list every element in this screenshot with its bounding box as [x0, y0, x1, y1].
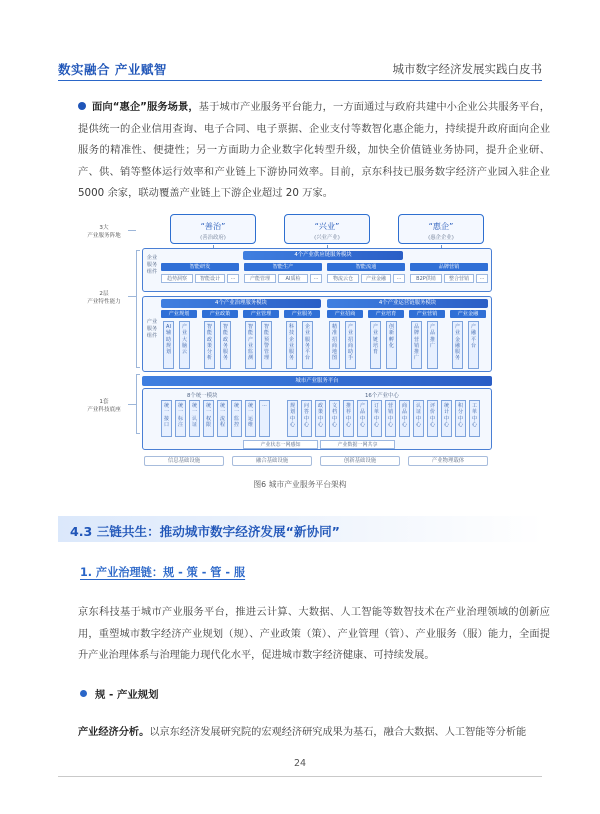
module-chip: 物流云仓: [327, 274, 359, 283]
module-chip: 产能管理: [244, 274, 276, 283]
group-title: 产业政策: [202, 310, 238, 318]
bullet-heading-text: 规 - 产业规划: [95, 689, 159, 701]
last-paragraph: [78, 723, 550, 738]
tier-label-1: 1套 产业科技底座: [87, 399, 121, 413]
group-title: 产业规划: [161, 310, 197, 318]
module-col: 积分中心: [455, 400, 466, 437]
group-title: 产业营销: [409, 310, 445, 318]
industry-bar-left: 4个产业治理服务模块: [161, 299, 321, 308]
module-chip: ···: [310, 274, 322, 283]
intro-text: 基于城市产业服务平台能力，一方面通过与政府共建中小企业公共服务平台，提供统一的企业信用查询、电子合同、电子票据、企业支付等数智化惠企能力，持续提升政府面向企业服务的精准性、便捷性；另一方面助力企业数字化转型升级，加快全价值链业务协同，提升企业研、产、供、销等整体运行效率和产业链上下游协同效率。目前，京东科技已服务数字经济产业园入驻企业 5000 余家，联动覆盖产业链上下游企业超过 20 万家。: [78, 101, 550, 200]
module-chip: 趋势洞察: [161, 274, 193, 283]
enterprise-panel: [142, 248, 492, 292]
module-col: 品牌营销推广: [411, 321, 422, 369]
intro-paragraph: [78, 97, 550, 205]
module-col: 问答中心: [301, 400, 312, 437]
group-title: 产业管理: [243, 310, 279, 318]
module-col: 统一流程: [217, 400, 228, 437]
header-doc-title: 城市数字经济发展实践白皮书: [392, 62, 542, 76]
module-col: 智能政务服务: [220, 321, 231, 369]
module-col: 规划中心: [287, 400, 298, 437]
module-chip: B2P供销: [410, 274, 442, 283]
subsection-title: 1. 产业治理链：规 - 策 - 管 - 服: [80, 566, 246, 579]
module-col: 工单中心: [469, 400, 480, 437]
module-col: 产品中心: [357, 400, 368, 437]
module-col: 科技企业服务: [286, 321, 297, 369]
module-col: 精准招商地图: [329, 321, 340, 369]
group-title: 智能流通: [327, 263, 405, 271]
module-col: 产业链培育: [370, 321, 381, 369]
module-col: 统一监控: [231, 400, 242, 437]
header-divider: [58, 80, 542, 81]
module-col: 产融平台: [468, 321, 479, 369]
module-col: 智能预警管理: [261, 321, 272, 369]
module-col: 商品中心: [399, 400, 410, 437]
bullet-icon: [78, 102, 86, 110]
module-col: 企业服务平台: [302, 321, 313, 369]
module-chip: ···: [476, 274, 488, 283]
group-title: 产业招商: [327, 310, 363, 318]
module-col: 推荐中心: [343, 400, 354, 437]
page-number: 24: [293, 758, 307, 769]
module-col: 营销中心: [385, 400, 396, 437]
last-text: 以京东经济发展研究院的宏观经济研究成果为基石，融合大数据、人工智能等分析能: [149, 727, 527, 738]
bullet-heading: [80, 686, 159, 701]
group-title: 智能研发: [161, 263, 239, 271]
group-title: 品牌营销: [410, 263, 488, 271]
footer-divider: [58, 776, 542, 777]
module-col: 创新孵化: [386, 321, 397, 369]
module-chip: 智能设计: [195, 274, 225, 283]
header-tagline: 数实融合 产业赋智: [58, 62, 167, 77]
module-chip: ···: [393, 274, 405, 283]
base-bar-right: 产业数据一网共享: [320, 440, 395, 449]
top-card-shanzhi: “善治” (善治政府): [170, 214, 256, 244]
group-title: 产业金融: [450, 310, 486, 318]
bullet-icon: [80, 690, 87, 697]
group-title: 智能生产: [244, 263, 322, 271]
tier-label-2: 2层 产业特性能力: [87, 291, 121, 305]
industry-side-label: 产业服务组件: [146, 319, 158, 339]
module-col: 认证中心: [413, 400, 424, 437]
base-panel: [142, 388, 492, 450]
infra-pill: 创新基础设施: [320, 456, 400, 466]
module-chip: 产业金融: [361, 274, 391, 283]
tier-label-3: 3大 产业服务阵地: [87, 225, 121, 239]
last-lead: 产业经济分析。: [78, 727, 150, 738]
module-col: 订单中心: [371, 400, 382, 437]
enterprise-bar: 4个产业供应链服务模块: [243, 251, 403, 260]
base-right-title: 16个产业中心: [365, 393, 399, 399]
module-col: 文档中心: [329, 400, 340, 437]
module-col: 产业金融服务: [452, 321, 463, 369]
module-col: ···: [259, 400, 270, 437]
group-title: 产业培育: [368, 310, 404, 318]
module-col: 评价中心: [427, 400, 438, 437]
module-col: 智能产业监测: [245, 321, 256, 369]
module-col: 统一认证: [189, 400, 200, 437]
infra-pill: 信息基础设施: [144, 456, 224, 466]
module-col: 统一运维: [245, 400, 256, 437]
module-chip: ···: [227, 274, 239, 283]
top-card-xingye: “兴业” (兴业产业): [284, 214, 370, 244]
module-col: 产品推广: [427, 321, 438, 369]
section-paragraph: 京东科技基于城市产业服务平台，推进云计算、大数据、人工智能等数智技术在产业治理领域的创新应用，重塑城市数字经济产业规划（规）、产业政策（策）、产业管理（管）、产业服务（服）能力，全面提升产业治理体系与治理能力现代化水平，促进城市数字经济健康、可持续发展。: [78, 607, 550, 662]
figure-caption: 图6 城市产业服务平台架构: [253, 480, 347, 489]
module-col: 政策中心: [315, 400, 326, 437]
industry-bar-right: 4个产业运营链服务模块: [327, 299, 488, 308]
base-left-title: 8个统一模块: [187, 393, 218, 399]
architecture-diagram: [80, 214, 510, 476]
top-card-huiqi: “惠企” (惠企企业): [398, 214, 484, 244]
infra-pill: 产业物理载体: [408, 456, 488, 466]
module-chip: 整合营销: [444, 274, 474, 283]
module-col: 智能政策分析: [204, 321, 215, 369]
group-title: 产业服务: [284, 310, 320, 318]
module-chip: AI质检: [278, 274, 308, 283]
enterprise-side-label: 企业服务组件: [146, 255, 158, 275]
module-col: 产业大脑云: [179, 321, 190, 369]
section-banner: [58, 516, 544, 542]
intro-lead: 面向“惠企”服务场景，: [92, 101, 199, 113]
module-col: 统一接口: [161, 400, 172, 437]
industry-panel: [142, 296, 492, 372]
infra-pill: 融合基础设施: [232, 456, 312, 466]
base-bar-left: 产业状态一网感知: [243, 440, 318, 449]
module-col: 统一权限: [203, 400, 214, 437]
module-col: AI辅助规划: [163, 321, 174, 369]
module-col: 统一标注: [175, 400, 186, 437]
module-col: 统计中心: [441, 400, 452, 437]
module-col: 产业招商助手: [345, 321, 356, 369]
section-title: 4.3 三链共生：推动城市数字经济发展“新协同”: [70, 524, 340, 539]
platform-bar: 城市产业服务平台: [142, 376, 492, 386]
